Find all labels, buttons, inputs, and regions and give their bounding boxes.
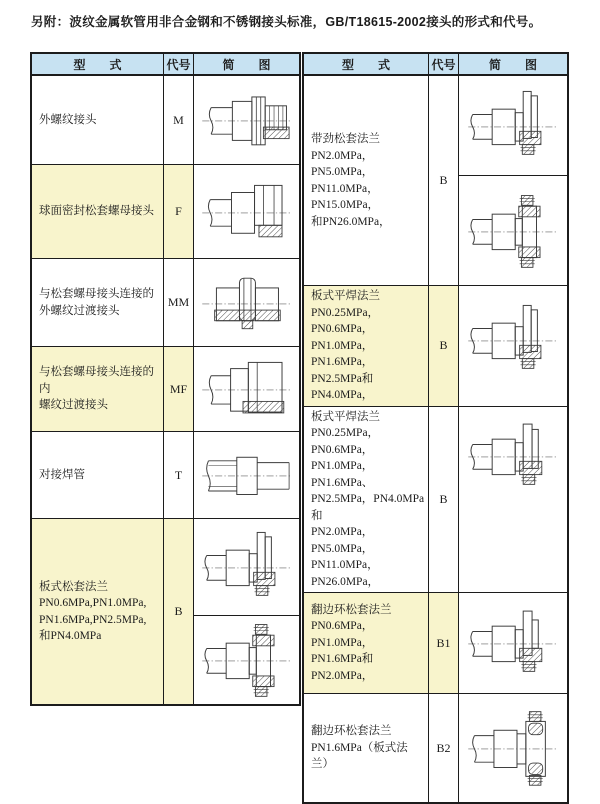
table-row xyxy=(32,519,299,704)
diagram-column xyxy=(194,259,299,346)
diagram-cell xyxy=(194,616,299,704)
column-header-code: 代号 xyxy=(429,54,459,74)
table-row xyxy=(32,76,299,165)
type-cell xyxy=(304,694,429,802)
type-cell xyxy=(304,407,429,593)
code-value: B xyxy=(439,491,448,506)
code-value: F xyxy=(175,204,182,218)
diagram-neck-loose-flange xyxy=(463,87,563,165)
table-header-row xyxy=(304,54,567,76)
code-cell xyxy=(164,347,194,431)
diagram-cell xyxy=(459,407,567,506)
type-text-line: PN1.0MPa，PN1.6MPa、 xyxy=(311,460,374,489)
type-cell xyxy=(32,519,164,704)
type-text-line: 板式平焊法兰 xyxy=(311,290,380,302)
table-row xyxy=(32,165,299,259)
type-text-line: PN11.0MPa，PN26.0MPa， xyxy=(311,559,380,588)
table-row xyxy=(304,593,567,694)
code-cell xyxy=(429,593,459,693)
type-text-line: 和PN26.0MPa， xyxy=(311,215,391,228)
diagram-cell xyxy=(194,259,299,346)
type-text-line: 球面密封松套螺母接头 xyxy=(39,205,154,218)
diagram-female-thread-adapter-fitting xyxy=(197,350,297,428)
diagram-column xyxy=(459,593,567,693)
code-cell xyxy=(429,694,459,802)
diagram-column xyxy=(194,432,299,518)
diagram-column xyxy=(459,407,567,593)
type-text-line: 板式松套法兰 xyxy=(39,580,108,593)
table-row xyxy=(304,407,567,594)
column-header-code: 代号 xyxy=(164,54,194,74)
type-text-line: 和PN4.0MPa xyxy=(39,630,102,642)
code-value: B xyxy=(174,604,183,618)
type-text-line: PN0.6MPa，PN1.0MPa， xyxy=(311,620,374,649)
diagram-male-thread-fitting xyxy=(197,81,297,159)
diagram-flat-weld-flange xyxy=(463,301,563,379)
type-cell xyxy=(32,165,164,258)
type-cell xyxy=(304,286,429,406)
diagram-cell xyxy=(194,347,299,431)
diagram-cell xyxy=(194,432,299,518)
type-cell xyxy=(304,76,429,285)
fittings-table-right xyxy=(302,52,569,804)
type-text-line: 翻边环松套法兰 xyxy=(311,725,392,738)
type-text-line: 翻边环松套法兰 xyxy=(311,603,392,616)
type-text-line: PN2.0MPa，PN5.0MPa， xyxy=(311,526,374,555)
column-header-diagram: 简 图 xyxy=(222,57,271,72)
diagram-neck-loose-flange-bolted xyxy=(463,192,563,270)
type-text-line: PN0.25MPa，PN0.6MPa， xyxy=(311,306,380,335)
diagram-column xyxy=(459,76,567,285)
type-text-line: PN2.5MPa，PN4.0MPa和 xyxy=(311,493,425,522)
diagram-lap-ring-plate-flange xyxy=(463,709,563,787)
table-row xyxy=(304,694,567,802)
fittings-table-left xyxy=(30,52,301,706)
type-cell xyxy=(32,259,164,346)
code-cell xyxy=(429,76,459,285)
type-text-line: 外螺纹过渡接头 xyxy=(39,304,120,317)
code-value: MF xyxy=(169,381,188,396)
diagram-cell xyxy=(459,694,567,802)
table-row xyxy=(32,432,299,519)
type-text-line: PN1.6MPa,PN2.5MPa, xyxy=(39,613,147,626)
type-text-line: PN0.25MPa，PN0.6MPa， xyxy=(311,427,380,456)
column-header-type: 型 式 xyxy=(32,54,164,74)
diagram-butt-weld-pipe xyxy=(197,436,297,514)
column-header-diagram: 简 图 xyxy=(488,57,537,72)
code-cell xyxy=(164,259,194,346)
type-cell xyxy=(304,593,429,693)
code-cell xyxy=(164,519,194,704)
column-header-type: 型 式 xyxy=(304,54,429,74)
table-row xyxy=(304,76,567,286)
diagram-column xyxy=(194,76,299,164)
type-text-line: PN1.6MPa（板式法兰） xyxy=(311,741,408,771)
diagram-column xyxy=(194,347,299,431)
diagram-cell xyxy=(194,519,299,616)
code-value: T xyxy=(174,467,183,482)
diagram-cell xyxy=(194,76,299,164)
diagram-cell xyxy=(459,176,567,285)
type-text-line: 螺纹过渡接头 xyxy=(39,399,108,412)
type-text-line: PN0.6MPa,PN1.0MPa, xyxy=(39,597,147,609)
diagram-cell xyxy=(459,286,567,393)
table-row xyxy=(304,286,567,407)
code-value: B xyxy=(439,338,448,353)
diagram-column xyxy=(194,165,299,258)
type-text-line: PN2.0MPa，PN5.0MPa， xyxy=(311,149,374,178)
diagram-flat-weld-flange-wide xyxy=(463,417,563,495)
type-text-line: 对接焊管 xyxy=(39,468,85,481)
type-text-line: PN2.5MPa和PN4.0MPa， xyxy=(311,372,374,401)
diagram-spherical-seal-swivel-nut-fitting xyxy=(197,173,297,251)
code-cell xyxy=(164,165,194,258)
diagram-cell xyxy=(459,593,567,693)
diagram-cell xyxy=(459,76,567,176)
code-value: B2 xyxy=(436,740,451,755)
type-text-line: 外螺纹接头 xyxy=(39,113,97,126)
type-text-line: PN1.0MPa，PN1.6MPa， xyxy=(311,339,374,368)
table-row xyxy=(32,259,299,347)
table-header-row xyxy=(32,54,299,76)
type-cell xyxy=(32,347,164,431)
type-text-line: PN1.6MPa和PN2.0MPa， xyxy=(311,653,374,682)
diagram-column xyxy=(459,694,567,802)
code-cell xyxy=(429,407,459,593)
page-title: 另附：波纹金属软管用非合金钢和不锈钢接头标准，GB/T18615-2002接头的形式和代号。 xyxy=(31,15,542,29)
code-cell xyxy=(164,432,194,518)
type-cell xyxy=(32,432,164,518)
diagram-column xyxy=(459,286,567,406)
code-cell xyxy=(164,76,194,164)
code-value: B1 xyxy=(436,635,451,650)
diagram-plate-loose-flange xyxy=(197,528,297,606)
type-text-line: 板式平焊法兰 xyxy=(311,410,380,423)
code-value: MM xyxy=(167,295,190,309)
diagram-cell xyxy=(194,165,299,258)
diagram-plate-loose-flange-bolted xyxy=(197,621,297,699)
table-row xyxy=(32,347,299,432)
code-value: B xyxy=(439,173,448,187)
code-cell xyxy=(429,286,459,406)
diagram-column xyxy=(194,519,299,704)
type-text-line: 与松套螺母接头连接的内 xyxy=(39,366,154,395)
diagram-male-thread-adapter-fitting xyxy=(197,264,297,342)
type-text-line: 带劲松套法兰 xyxy=(311,133,380,145)
type-text-line: PN11.0MPa，PN15.0MPa， xyxy=(311,182,380,211)
diagram-lap-ring-loose-flange xyxy=(463,604,563,682)
type-cell xyxy=(32,76,164,164)
type-text-line: 与松套螺母接头连接的 xyxy=(39,288,154,300)
code-value: M xyxy=(173,112,184,127)
